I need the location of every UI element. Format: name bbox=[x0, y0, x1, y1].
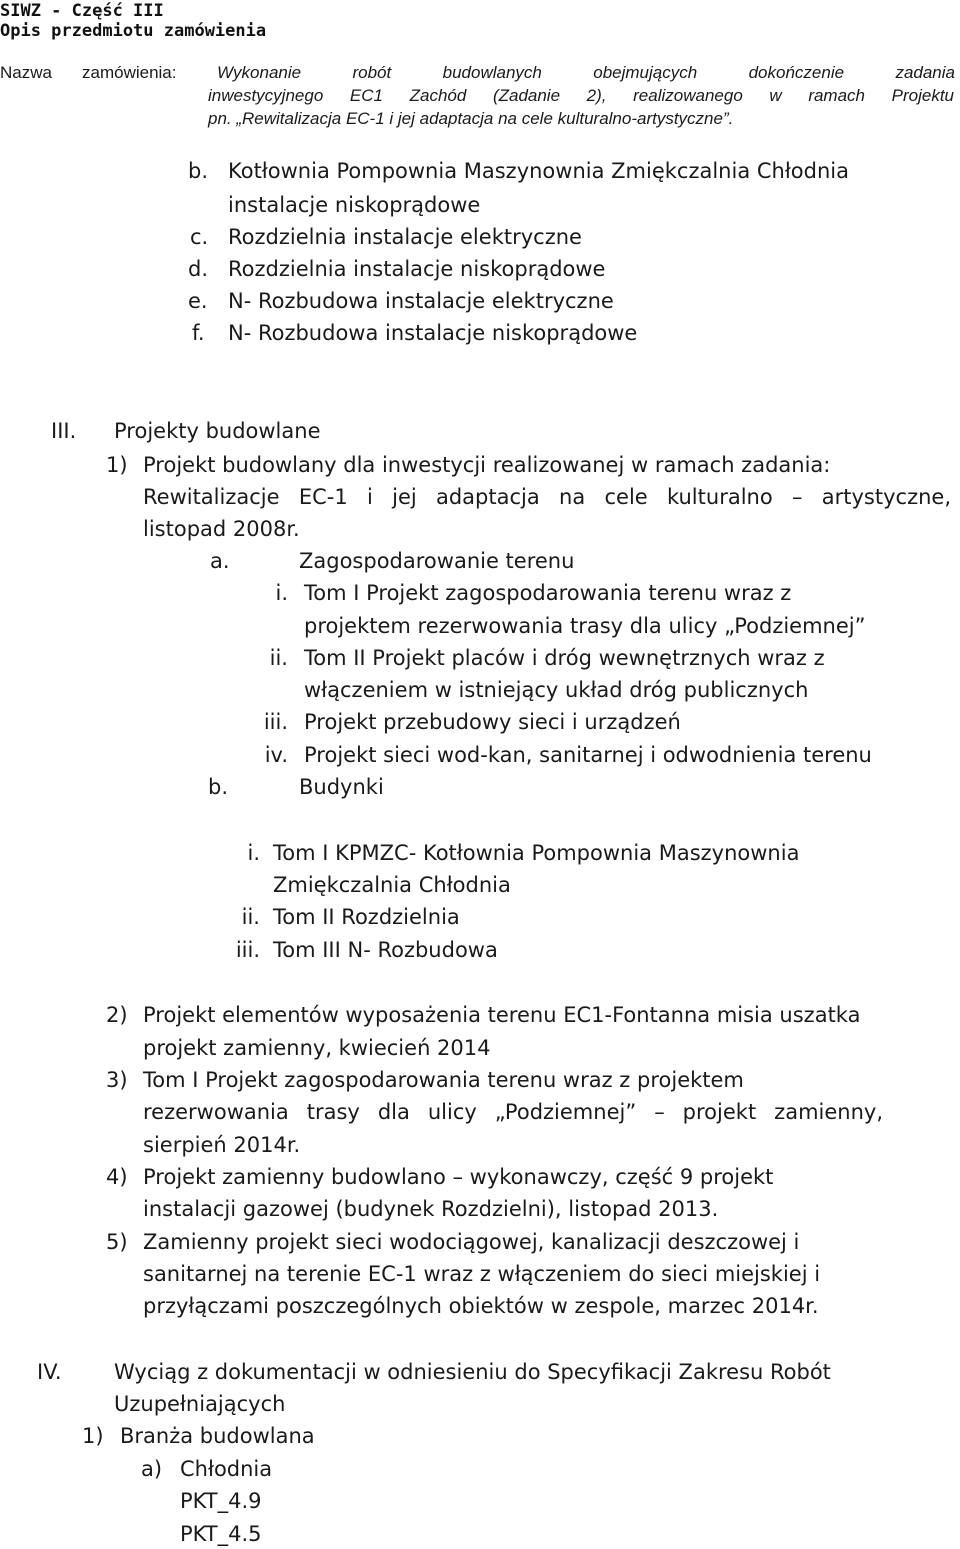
roman-marker: ii. bbox=[269, 646, 288, 670]
section-iii-title: Projekty budowlane bbox=[114, 419, 321, 443]
section-iii-number: III. bbox=[51, 419, 77, 443]
top-list-marker: b. bbox=[188, 159, 209, 183]
sub-b-marker: b. bbox=[208, 775, 229, 799]
item-number: 2) bbox=[106, 1003, 128, 1027]
item-text-line: instalacji gazowej (budynek Rozdzielni), listopad 2013. bbox=[143, 1197, 719, 1221]
sub-a-title: Zagospodarowanie terenu bbox=[299, 549, 575, 573]
item-text-line: Projekt zamienny budowlano – wykonawczy, część 9 projekt bbox=[143, 1165, 774, 1189]
section-iv-number: IV. bbox=[37, 1360, 62, 1384]
item-text-line: przyłączami poszczególnych obiektów w zespole, marzec 2014r. bbox=[143, 1294, 819, 1318]
order-name-line-2: inwestycyjnego EC1 Zachód (Zadanie 2), realizowanego w ramach Projektu bbox=[208, 86, 954, 105]
top-list-item-text: N- Rozbudowa instalacje elektryczne bbox=[228, 289, 614, 313]
top-list-item-text: instalacje niskoprądowe bbox=[228, 193, 481, 217]
order-name-line-3: pn. „Rewitalizacja EC-1 i jej adaptacja na cele kulturalno-artystyczne”. bbox=[208, 109, 734, 128]
roman-item-text: włączeniem w istniejący układ dróg publicznych bbox=[304, 678, 809, 702]
sub-b-title: Budynki bbox=[299, 775, 384, 799]
roman-item-text: Tom III N- Rozbudowa bbox=[273, 938, 498, 962]
item-number: 3) bbox=[106, 1068, 128, 1092]
item-number: 4) bbox=[106, 1165, 128, 1189]
top-list-item-text: Rozdzielnia instalacje niskoprądowe bbox=[228, 257, 606, 281]
sub-a-marker: a. bbox=[210, 549, 230, 573]
item-text-line: rezerwowania trasy dla ulicy „Podziemnej” – projekt zamienny, bbox=[143, 1100, 883, 1124]
point-reference: PKT_4.5 bbox=[180, 1522, 262, 1546]
order-name-label-2: zamówienia: bbox=[82, 63, 177, 82]
item-text-line: Projekt elementów wyposażenia terenu EC1-Fontanna misia uszatka bbox=[143, 1003, 861, 1027]
roman-item-text: Tom I KPMZC- Kotłownia Pompownia Maszynownia bbox=[273, 841, 800, 865]
section-iv-line: Wyciąg z dokumentacji w odniesieniu do Specyfikacji Zakresu Robót bbox=[114, 1360, 831, 1384]
order-name-label-1: Nazwa bbox=[0, 63, 52, 82]
item-number: 1) bbox=[82, 1424, 104, 1448]
roman-item-text: Tom II Projekt placów i dróg wewnętrznych wraz z bbox=[304, 646, 825, 670]
point-reference: PKT_4.9 bbox=[180, 1489, 262, 1513]
roman-marker: i. bbox=[275, 581, 288, 605]
item-text-line: Projekt budowlany dla inwestycji realizowanej w ramach zadania: bbox=[143, 453, 831, 477]
roman-marker: iii. bbox=[263, 710, 288, 734]
item-text-line: Rewitalizacje EC-1 i jej adaptacja na cele kulturalno – artystyczne, bbox=[143, 485, 951, 509]
roman-item-text: Zmiękczalnia Chłodnia bbox=[273, 873, 511, 897]
item-text-line: projekt zamienny, kwiecień 2014 bbox=[143, 1036, 491, 1060]
top-list-item-text: N- Rozbudowa instalacje niskoprądowe bbox=[228, 321, 638, 345]
order-name-line-1: Wykonanie robót budowlanych obejmujących dokończenie zadania bbox=[217, 63, 955, 82]
roman-item-text: Projekt przebudowy sieci i urządzeń bbox=[304, 710, 681, 734]
roman-item-text: Projekt sieci wod-kan, sanitarnej i odwodnienia terenu bbox=[304, 743, 872, 767]
sub-title: Chłodnia bbox=[180, 1457, 273, 1481]
top-list-marker: c. bbox=[190, 225, 209, 249]
item-text-line: listopad 2008r. bbox=[143, 517, 300, 541]
section-iv-line: Uzupełniających bbox=[114, 1392, 286, 1416]
top-list-marker: f. bbox=[192, 321, 205, 345]
roman-marker: ii. bbox=[241, 905, 260, 929]
item-text-line: sierpień 2014r. bbox=[143, 1133, 301, 1157]
item-text-line: Tom I Projekt zagospodarowania terenu wraz z projektem bbox=[143, 1068, 744, 1092]
roman-marker: iii. bbox=[235, 938, 260, 962]
roman-marker: iv. bbox=[264, 743, 288, 767]
roman-item-text: Tom II Rozdzielnia bbox=[273, 905, 460, 929]
item-number: 5) bbox=[106, 1230, 128, 1254]
section-iv-item-title: Branża budowlana bbox=[120, 1424, 315, 1448]
top-list-marker: d. bbox=[188, 257, 209, 281]
sub-marker: a) bbox=[141, 1457, 163, 1481]
item-text-line: Zamienny projekt sieci wodociągowej, kanalizacji deszczowej i bbox=[143, 1230, 800, 1254]
item-text-line: sanitarnej na terenie EC-1 wraz z włączeniem do sieci miejskiej i bbox=[143, 1262, 821, 1286]
roman-item-text: projektem rezerwowania trasy dla ulicy „Podziemnej” bbox=[304, 614, 866, 638]
roman-item-text: Tom I Projekt zagospodarowania terenu wraz z bbox=[304, 581, 792, 605]
top-list-item-text: Rozdzielnia instalacje elektryczne bbox=[228, 225, 582, 249]
item-number: 1) bbox=[106, 453, 128, 477]
top-list-item-text: Kotłownia Pompownia Maszynownia Zmiękczalnia Chłodnia bbox=[228, 159, 849, 183]
top-list-marker: e. bbox=[188, 289, 208, 313]
document-title: SIWZ - Część III bbox=[0, 1, 164, 21]
document-subtitle: Opis przedmiotu zamówienia bbox=[0, 21, 267, 41]
roman-marker: i. bbox=[247, 841, 260, 865]
